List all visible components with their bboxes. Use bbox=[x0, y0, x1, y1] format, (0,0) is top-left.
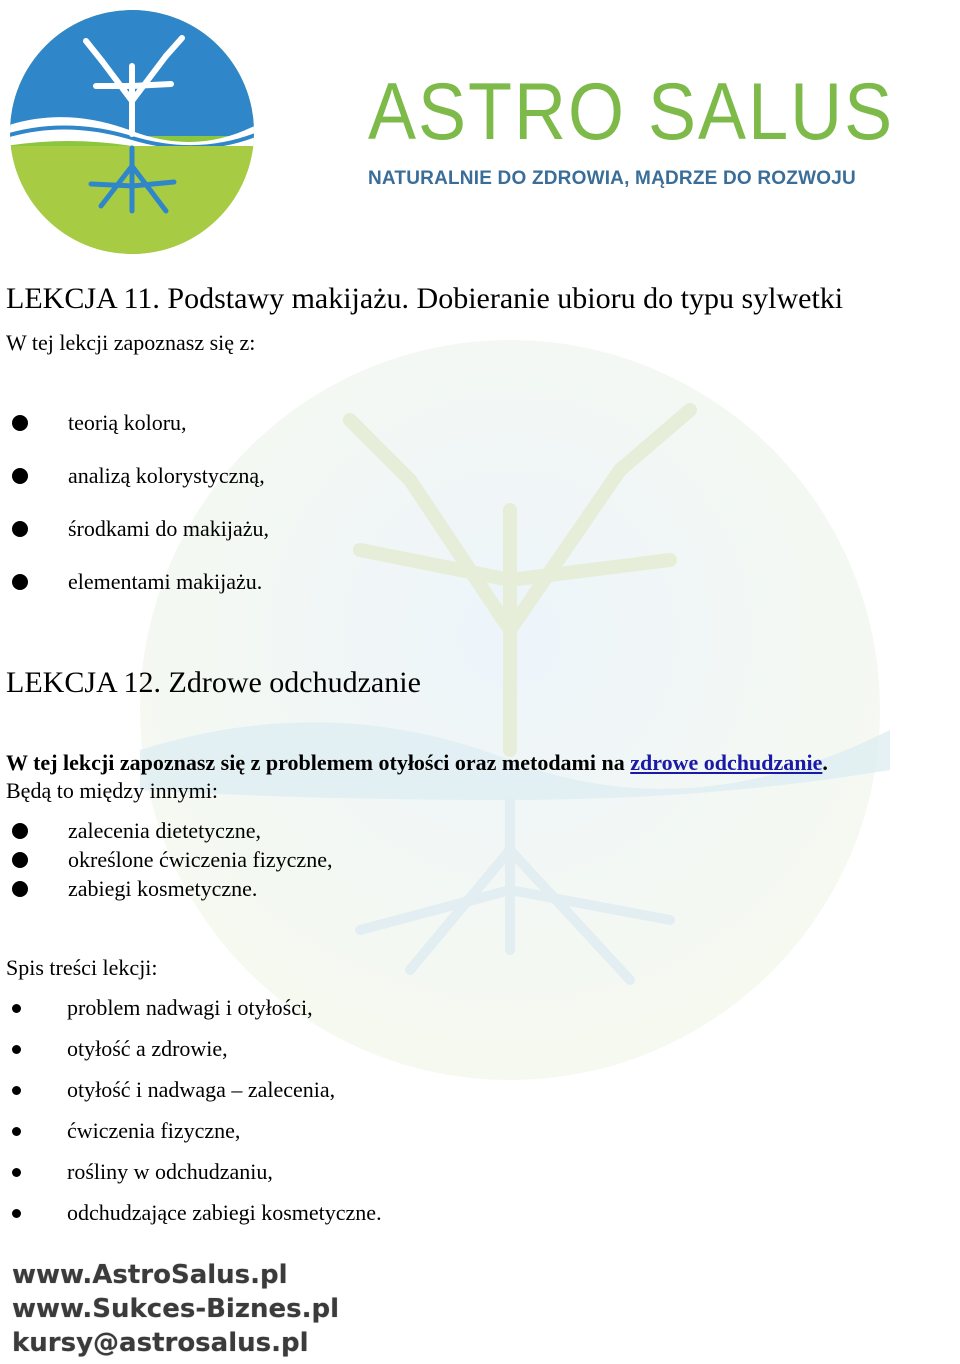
footer-site-sukces-biznes[interactable]: www.Sukces-Biznes.pl bbox=[12, 1294, 339, 1324]
lesson-12-title: LEKCJA 12. Zdrowe odchudzanie bbox=[6, 666, 421, 699]
list-item: otyłość a zdrowie, bbox=[6, 1038, 382, 1060]
lesson-12-intro bbox=[6, 752, 828, 774]
bullet-icon bbox=[12, 1127, 21, 1136]
brand-tagline: NATURALNIE DO ZDROWIA, MĄDRZE DO ROZWOJU bbox=[368, 168, 856, 189]
bullet-icon bbox=[12, 852, 28, 868]
lesson-11-topic-list bbox=[6, 412, 269, 593]
bullet-icon bbox=[12, 1086, 21, 1095]
list-item: problem nadwagi i otyłości, bbox=[6, 997, 382, 1019]
list-item: zabiegi kosmetyczne. bbox=[6, 878, 332, 900]
lesson-12-intro-end: . bbox=[822, 750, 828, 775]
bullet-icon bbox=[12, 574, 28, 590]
list-item: ćwiczenia fizyczne, bbox=[6, 1120, 382, 1142]
bullet-icon bbox=[12, 881, 28, 897]
toc-heading: Spis treści lekcji: bbox=[6, 955, 158, 980]
list-item: określone ćwiczenia fizyczne, bbox=[6, 849, 332, 871]
bullet-icon bbox=[12, 1045, 21, 1054]
bullet-icon bbox=[12, 1004, 21, 1013]
bullet-icon bbox=[12, 1209, 21, 1218]
bullet-icon bbox=[12, 521, 28, 537]
list-item: elementami makijażu. bbox=[6, 571, 269, 593]
list-item: środkami do makijażu, bbox=[6, 518, 269, 540]
astro-salus-logo-emblem bbox=[6, 6, 258, 258]
lesson-12-topic-list bbox=[6, 820, 332, 900]
list-item: otyłość i nadwaga – zalecenia, bbox=[6, 1079, 382, 1101]
list-item: analizą kolorystyczną, bbox=[6, 465, 269, 487]
footer-email[interactable]: kursy@astrosalus.pl bbox=[12, 1328, 309, 1358]
brand-name: ASTRO SALUS bbox=[368, 67, 895, 158]
bullet-icon bbox=[12, 823, 28, 839]
list-item: odchudzające zabiegi kosmetyczne. bbox=[6, 1202, 382, 1224]
bullet-icon bbox=[12, 415, 28, 431]
footer-site-astrosalus[interactable]: www.AstroSalus.pl bbox=[12, 1260, 288, 1290]
lesson-12-intro-text: W tej lekcji zapoznasz się z problemem otyłości oraz metodami na bbox=[6, 750, 631, 775]
toc-list bbox=[6, 997, 382, 1224]
list-item: rośliny w odchudzaniu, bbox=[6, 1161, 382, 1183]
zdrowe-odchudzanie-link[interactable]: zdrowe odchudzanie bbox=[630, 750, 823, 775]
list-item: teorią koloru, bbox=[6, 412, 269, 434]
lesson-11-intro: W tej lekcji zapoznasz się z: bbox=[6, 330, 256, 355]
bullet-icon bbox=[12, 1168, 21, 1177]
lesson-11-title: LEKCJA 11. Podstawy makijażu. Dobieranie ubioru do typu sylwetki bbox=[6, 282, 844, 315]
bullet-icon bbox=[12, 468, 28, 484]
lesson-12-sub-intro: Będą to między innymi: bbox=[6, 778, 219, 803]
list-item: zalecenia dietetyczne, bbox=[6, 820, 332, 842]
